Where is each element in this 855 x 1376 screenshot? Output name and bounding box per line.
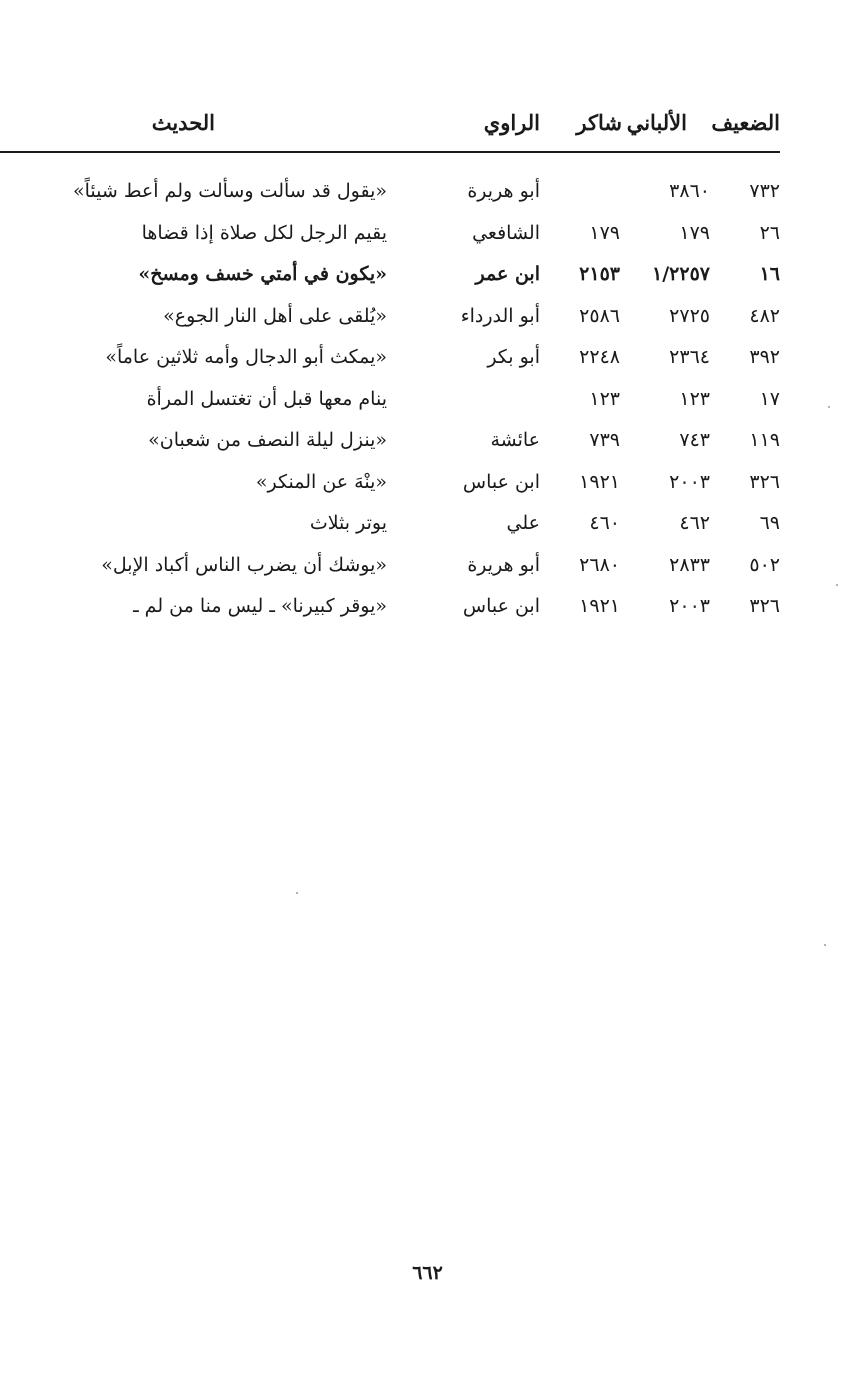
cell-albani: ١٢٣ xyxy=(679,387,710,410)
cell-shakir: ٢٦٨٠ xyxy=(579,553,620,576)
cell-daif: ١٧ xyxy=(759,387,780,410)
cell-hadith: «يوقر كبيرنا» ـ ليس منا من لم ـ xyxy=(133,595,387,617)
cell-hadith: «يقول قد سألت وسألت ولم أعط شيئاً» xyxy=(73,180,387,202)
cell-hadith: «يمكث أبو الدجال وأمه ثلاثين عاماً» xyxy=(105,346,387,368)
cell-shakir: ٤٦٠ xyxy=(589,512,620,534)
table-row xyxy=(0,301,855,343)
cell-daif: ١١٩ xyxy=(749,429,780,451)
cell-shakir: ١٩٢١ xyxy=(579,595,620,617)
table-header xyxy=(0,110,855,144)
cell-albani: ٢٨٣٣ xyxy=(669,553,710,576)
cell-shakir: ١٧٩ xyxy=(589,221,620,244)
header-rawi: الراوي xyxy=(483,110,540,135)
cell-hadith: يقيم الرجل لكل صلاة إذا قضاها xyxy=(141,221,387,244)
header-albani: الألباني xyxy=(626,110,687,135)
table-row xyxy=(0,384,855,426)
cell-daif: ٦٩ xyxy=(759,512,780,534)
cell-rawi: أبو الدرداء xyxy=(460,304,540,327)
table-row xyxy=(0,467,855,509)
table-row xyxy=(0,508,855,550)
cell-hadith: «يُلقى على أهل النار الجوع» xyxy=(163,304,387,327)
table-row xyxy=(0,259,855,301)
header-daif: الضعيف xyxy=(711,110,780,135)
cell-hadith: «ينْهَ عن المنكر» xyxy=(255,470,387,493)
cell-albani: ٢٣٦٤ xyxy=(669,346,710,368)
cell-albani: ١/٢٢٥٧ xyxy=(652,263,710,285)
scan-speck xyxy=(828,406,830,408)
cell-albani: ٢٠٠٣ xyxy=(669,595,710,617)
header-shakir: شاكر xyxy=(576,110,622,135)
scan-speck xyxy=(824,944,826,946)
cell-rawi: ابن عباس xyxy=(462,595,540,617)
cell-shakir: ١٩٢١ xyxy=(579,470,620,493)
cell-hadith: ينام معها قبل أن تغتسل المرأة xyxy=(146,387,387,410)
cell-hadith: يوتر بثلاث xyxy=(309,512,387,534)
page-number: ٦٦٢ xyxy=(412,1262,443,1284)
header-hadith: الحديث xyxy=(151,110,215,135)
cell-rawi: علي xyxy=(506,512,540,534)
cell-hadith: «ينزل ليلة النصف من شعبان» xyxy=(148,429,387,451)
cell-daif: ١٦ xyxy=(759,263,780,285)
cell-rawi: عائشة xyxy=(490,429,540,451)
cell-rawi: ابن عباس xyxy=(462,470,540,493)
cell-albani: ٢٠٠٣ xyxy=(669,470,710,493)
cell-rawi: أبو هريرة xyxy=(467,553,540,576)
cell-rawi: أبو هريرة xyxy=(467,180,540,202)
table-row xyxy=(0,218,855,260)
cell-albani: ٧٤٣ xyxy=(679,429,710,451)
scan-speck xyxy=(836,584,838,586)
cell-shakir: ٢٥٨٦ xyxy=(579,304,620,327)
cell-daif: ٣٢٦ xyxy=(749,470,780,493)
table-row xyxy=(0,425,855,467)
table-body xyxy=(0,176,855,633)
cell-shakir: ٢٢٤٨ xyxy=(579,346,620,368)
cell-daif: ٥٠٢ xyxy=(749,553,780,576)
cell-rawi: ابن عمر xyxy=(475,263,540,285)
cell-shakir: ٧٣٩ xyxy=(589,429,620,451)
cell-daif: ٣٩٢ xyxy=(749,346,780,368)
cell-daif: ٢٦ xyxy=(759,221,780,244)
cell-hadith: «يكون في أمتي خسف ومسخ» xyxy=(138,263,387,285)
cell-shakir: ٢١٥٣ xyxy=(579,263,620,285)
table-row xyxy=(0,591,855,633)
cell-daif: ٧٣٢ xyxy=(749,180,780,202)
cell-rawi: أبو بكر xyxy=(487,346,540,368)
cell-daif: ٣٢٦ xyxy=(749,595,780,617)
cell-albani: ٢٧٢٥ xyxy=(669,304,710,327)
cell-daif: ٤٨٢ xyxy=(749,304,780,327)
cell-albani: ٤٦٢ xyxy=(679,512,710,534)
cell-hadith: «يوشك أن يضرب الناس أكباد الإبل» xyxy=(101,553,387,576)
cell-shakir: ١٢٣ xyxy=(589,387,620,410)
cell-albani: ١٧٩ xyxy=(679,221,710,244)
table-row xyxy=(0,176,855,218)
table-row xyxy=(0,342,855,384)
header-divider xyxy=(0,151,780,153)
table-row xyxy=(0,550,855,592)
cell-rawi: الشافعي xyxy=(472,221,540,244)
scan-speck xyxy=(296,892,298,894)
cell-albani: ٣٨٦٠ xyxy=(669,180,710,202)
